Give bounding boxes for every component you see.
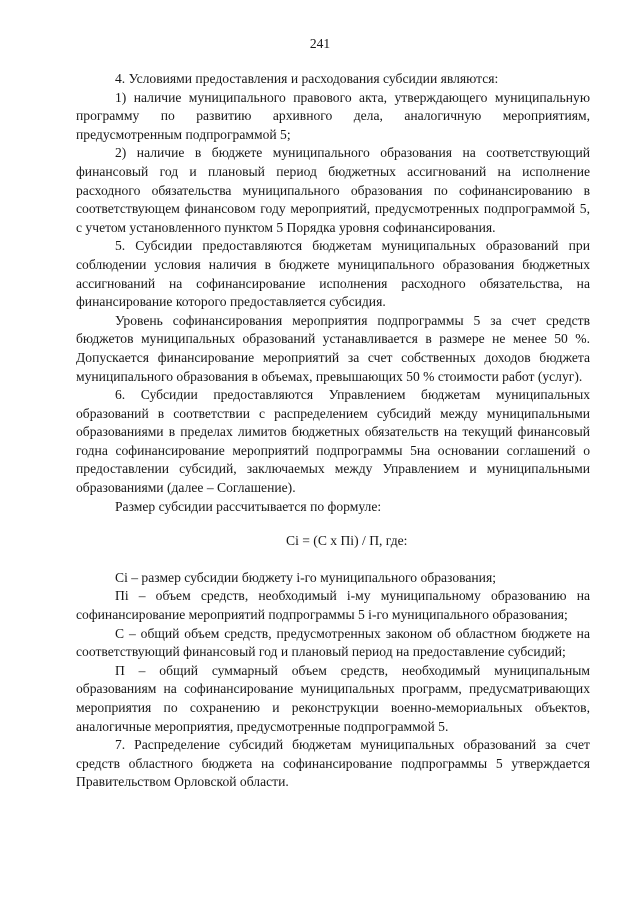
paragraph-conditions-heading: 4. Условиями предоставления и расходования субсидии являются:: [115, 71, 499, 86]
paragraph-def-ci: Ci – размер субсидии бюджету i-го муниципального образования;: [115, 569, 496, 585]
paragraph-item-6: 6. Субсидии предоставляются Управлением бюджетам муниципальных образований в соответствии с распределением субсидий между муниципальными образованиями в пределах лимитов бюджетных обязательств на текущий финансовый годна софинансирование мероприятий подпрограммы 5на основании соглашений о предоставлении субсидий, заключаемых между Управлением и муниципальными образованиями (далее – Соглашение).: [76, 387, 590, 496]
paragraph-def-p: П – общий суммарный объем средств, необходимый муниципальным образованиям на софинансирование муниципальных программ, предусматривающих мероприятия по сохранению и реконструкции военно-мемориальных объектов, аналогичные мероприятия, предусмотренные подпрограммой 5.: [76, 662, 590, 734]
paragraph-cofinancing-level: Уровень софинансирования мероприятия подпрограммы 5 за счет средств бюджетов муниципальных образований устанавливается в размере не менее 50 %. Допускается финансирование мероприятий за счет собственных доходов бюджета муниципального образования в объемах, превышающих 50 % стоимости работ (услуг).: [76, 312, 590, 384]
subsidy-formula: Ci = (C х Пi) / П, где:: [286, 533, 408, 549]
page-number: 241: [309, 36, 331, 51]
paragraph-def-c: С – общий объем средств, предусмотренных законом об областном бюджете на соответствующий финансовый год и плановый период на предоставление субсидий;: [76, 625, 590, 660]
paragraph-condition-2: 2) наличие в бюджете муниципального образования на соответствующий финансовый год и плановый период бюджетных ассигнований на исполнение расходного обязательства муниципального образования по софинансированию в соответствующем финансовом году мероприятий, предусмотренных подпрограммой 5, с учетом установленного пунктом 5 Порядка уровня софинансирования.: [76, 145, 590, 235]
paragraph-formula-intro: Размер субсидии рассчитывается по формуле:: [115, 498, 382, 514]
paragraph-condition-1: 1) наличие муниципального правового акта, утверждающего муниципальную программу по развитию архивного дела, аналогичную мероприятиям, предусмотренным подпрограммой 5;: [76, 89, 590, 142]
document-body: [76, 70, 590, 792]
paragraph-def-pi: Пi – объем средств, необходимый i-му муниципальному образованию на софинансирование мероприятий подпрограммы 5 i-го муниципального образования;: [76, 588, 590, 623]
paragraph-item-5: 5. Субсидии предоставляются бюджетам муниципальных образований при соблюдении условия наличия в бюджете муниципального образования бюджетных ассигнований на софинансирование исполнения расходного обязательства, на финансирование которого предоставляется субсидия.: [76, 238, 590, 310]
paragraph-item-7: 7. Распределение субсидий бюджетам муниципальных образований за счет средств областного бюджета на софинансирование подпрограммы 5 утверждается Правительством Орловской области.: [76, 737, 590, 790]
